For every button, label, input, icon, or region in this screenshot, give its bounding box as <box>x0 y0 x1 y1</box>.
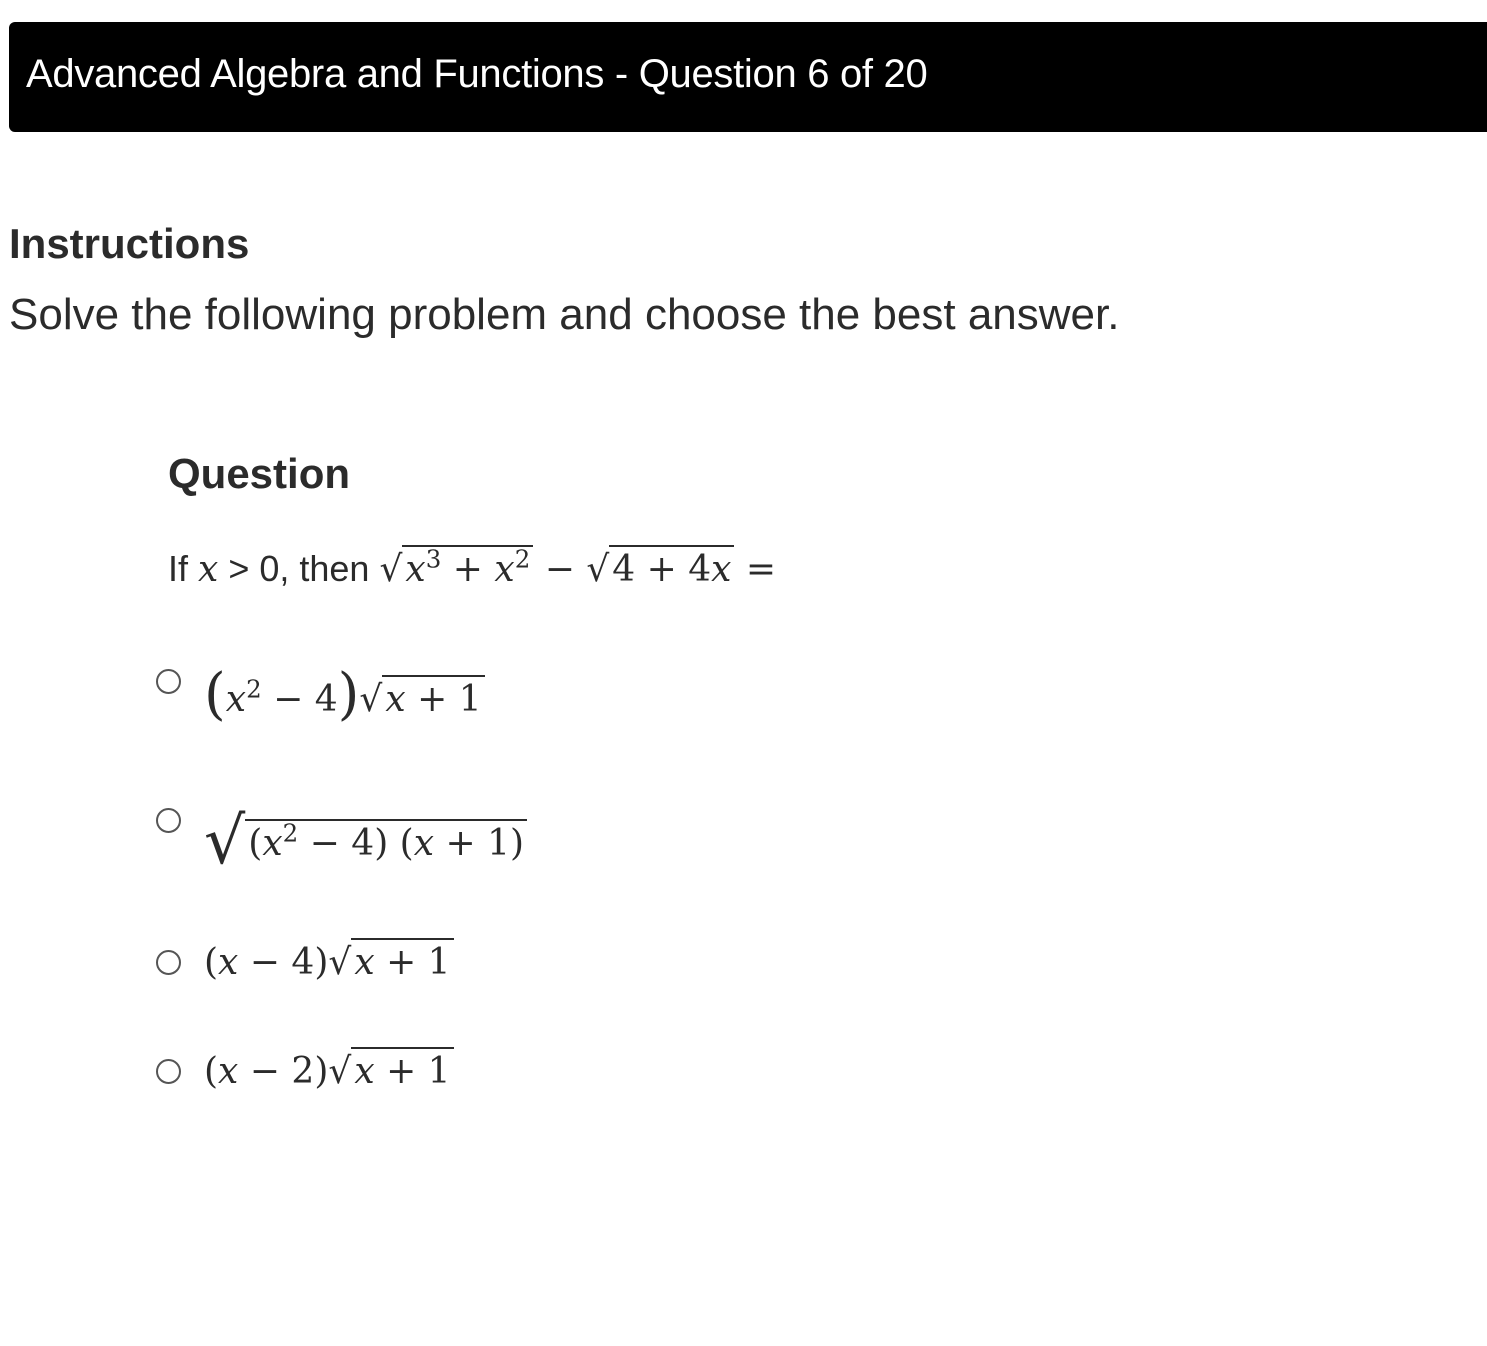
option-d-expression: (x − 2)√x + 1 <box>204 1047 454 1092</box>
option-b-expression: $√(x^2 - 4) (x + 1)$ <box>204 796 527 871</box>
question-stem <box>168 545 776 590</box>
radio-option-c[interactable] <box>156 950 181 975</box>
question-condition-var: x <box>198 549 219 590</box>
radio-option-a[interactable] <box>156 669 181 694</box>
instructions-text: Solve the following problem and choose the best answer. <box>9 290 1120 339</box>
option-a-expression: $(x^2 - 4)√x + 1$ <box>204 660 485 725</box>
quiz-header <box>9 22 1487 132</box>
radio-option-d[interactable] <box>156 1059 181 1084</box>
question-expression: $√x^3 + x^2 - √4 + 4x$ = <box>379 544 777 590</box>
header-title: Advanced Algebra and Functions - Question 6 of 20 <box>26 52 928 96</box>
question-heading: Question <box>168 450 351 497</box>
question-condition: > 0, then <box>218 548 370 589</box>
instructions-heading: Instructions <box>9 220 250 267</box>
option-c-expression: (x − 4)√x + 1 <box>204 938 454 983</box>
radio-option-b[interactable] <box>156 808 181 833</box>
question-prefix: If <box>168 548 199 589</box>
